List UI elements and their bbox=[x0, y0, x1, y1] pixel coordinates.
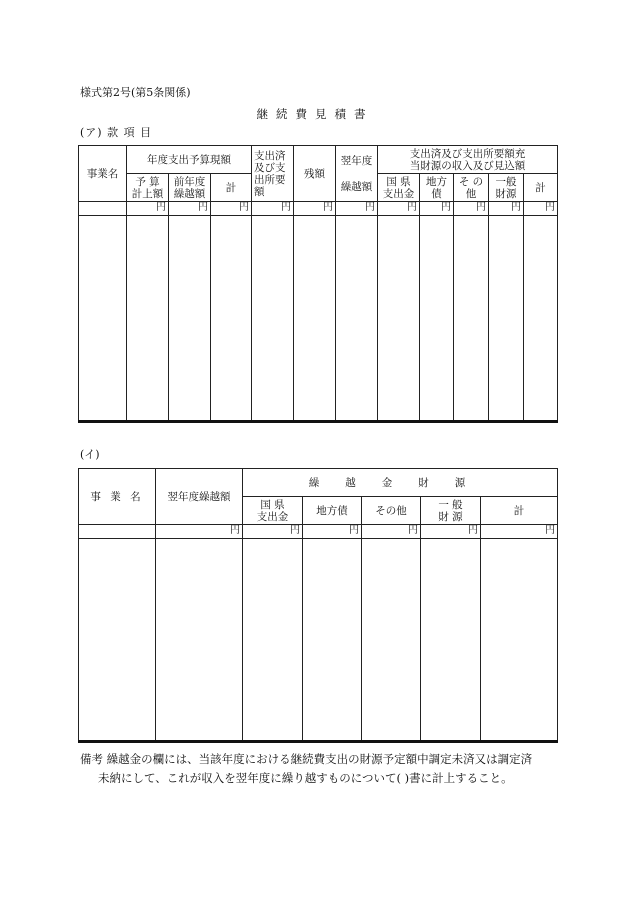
entry-cell[interactable] bbox=[524, 216, 558, 422]
header-total: 計 bbox=[524, 174, 558, 202]
header-general: 一般 財源 bbox=[489, 174, 524, 202]
entry-cell[interactable] bbox=[420, 216, 454, 422]
unit-cell[interactable]: 円 bbox=[454, 202, 489, 216]
header-project-name-b: 事 業 名 bbox=[79, 469, 156, 525]
note-line-1: 備考 繰越金の欄には、当該年度における継続費支出の財源予定額中調定未済又は調定済 bbox=[80, 752, 533, 766]
header-national-pref-b: 国 県 支出金 bbox=[243, 497, 303, 525]
header-prev-carryover: 前年度 繰越額 bbox=[169, 174, 211, 202]
header-next-carryover bbox=[336, 146, 378, 202]
unit-cell[interactable]: 円 bbox=[378, 202, 420, 216]
header-remaining: 残額 bbox=[294, 146, 336, 202]
header-other: そ の 他 bbox=[454, 174, 489, 202]
header-national-pref: 国 県 支出金 bbox=[378, 174, 420, 202]
unit-cell[interactable]: 円 bbox=[127, 202, 169, 216]
header-local-bond-b: 地方債 bbox=[303, 497, 362, 525]
unit-cell[interactable]: 円 bbox=[211, 202, 252, 216]
unit-cell[interactable]: 円 bbox=[252, 202, 294, 216]
unit-cell[interactable]: 円 bbox=[169, 202, 211, 216]
section-a-label: (ア) 款 項 目 bbox=[80, 126, 153, 139]
document-title: 継続費見積書 bbox=[256, 107, 374, 121]
unit-cell[interactable]: 円 bbox=[421, 525, 481, 539]
header-next-carryover-bottom: 繰越額 bbox=[340, 180, 373, 193]
header-project-name: 事業名 bbox=[79, 146, 127, 202]
unit-cell[interactable]: 円 bbox=[524, 202, 558, 216]
entry-cell[interactable] bbox=[211, 216, 252, 422]
header-budget-amount: 予 算 計上額 bbox=[127, 174, 169, 202]
carryover-table bbox=[78, 468, 558, 743]
header-general-b: 一 般 財 源 bbox=[421, 497, 481, 525]
entry-cell[interactable] bbox=[169, 216, 211, 422]
entry-cell[interactable] bbox=[362, 539, 421, 742]
header-local-bond: 地方 債 bbox=[420, 174, 454, 202]
unit-cell[interactable]: 円 bbox=[303, 525, 362, 539]
header-carryover-funding: 繰越金財源 bbox=[243, 469, 558, 497]
entry-cell[interactable] bbox=[294, 216, 336, 422]
header-funding: 支出済及び支出所要額充 当財源の収入及び見込額 bbox=[378, 146, 558, 174]
budget-table bbox=[78, 145, 558, 423]
entry-cell[interactable] bbox=[79, 539, 156, 742]
entry-cell[interactable] bbox=[79, 216, 127, 422]
header-subtotal: 計 bbox=[211, 174, 252, 202]
header-total-b: 計 bbox=[481, 497, 558, 525]
unit-cell[interactable]: 円 bbox=[489, 202, 524, 216]
unit-cell[interactable]: 円 bbox=[362, 525, 421, 539]
unit-cell[interactable]: 円 bbox=[156, 525, 243, 539]
note-line-2: 未納にして、これが収入を翌年度に繰り越すものについて( )書に計上すること。 bbox=[98, 771, 513, 785]
entry-cell[interactable] bbox=[454, 216, 489, 422]
entry-cell[interactable] bbox=[489, 216, 524, 422]
unit-cell[interactable]: 円 bbox=[294, 202, 336, 216]
note bbox=[80, 750, 560, 788]
unit-cell[interactable] bbox=[79, 525, 156, 539]
header-other-b: その他 bbox=[362, 497, 421, 525]
entry-cell[interactable] bbox=[243, 539, 303, 742]
unit-cell[interactable]: 円 bbox=[243, 525, 303, 539]
unit-cell[interactable]: 円 bbox=[481, 525, 558, 539]
unit-cell[interactable] bbox=[79, 202, 127, 216]
entry-cell[interactable] bbox=[156, 539, 243, 742]
form-number: 様式第2号(第5条関係) bbox=[80, 86, 191, 99]
entry-cell[interactable] bbox=[127, 216, 169, 422]
entry-cell[interactable] bbox=[303, 539, 362, 742]
entry-cell[interactable] bbox=[252, 216, 294, 422]
unit-cell[interactable]: 円 bbox=[420, 202, 454, 216]
entry-cell[interactable] bbox=[421, 539, 481, 742]
entry-cell[interactable] bbox=[336, 216, 378, 422]
header-spent: 支出済 及び支 出所要 額 bbox=[252, 146, 294, 202]
entry-cell[interactable] bbox=[481, 539, 558, 742]
header-next-carryover-top: 翌年度 bbox=[340, 154, 373, 167]
header-current-budget: 年度支出予算現額 bbox=[127, 146, 252, 174]
entry-cell[interactable] bbox=[378, 216, 420, 422]
unit-cell[interactable]: 円 bbox=[336, 202, 378, 216]
header-next-carryover-b: 翌年度繰越額 bbox=[156, 469, 243, 525]
section-b-label: (イ) bbox=[80, 448, 100, 461]
